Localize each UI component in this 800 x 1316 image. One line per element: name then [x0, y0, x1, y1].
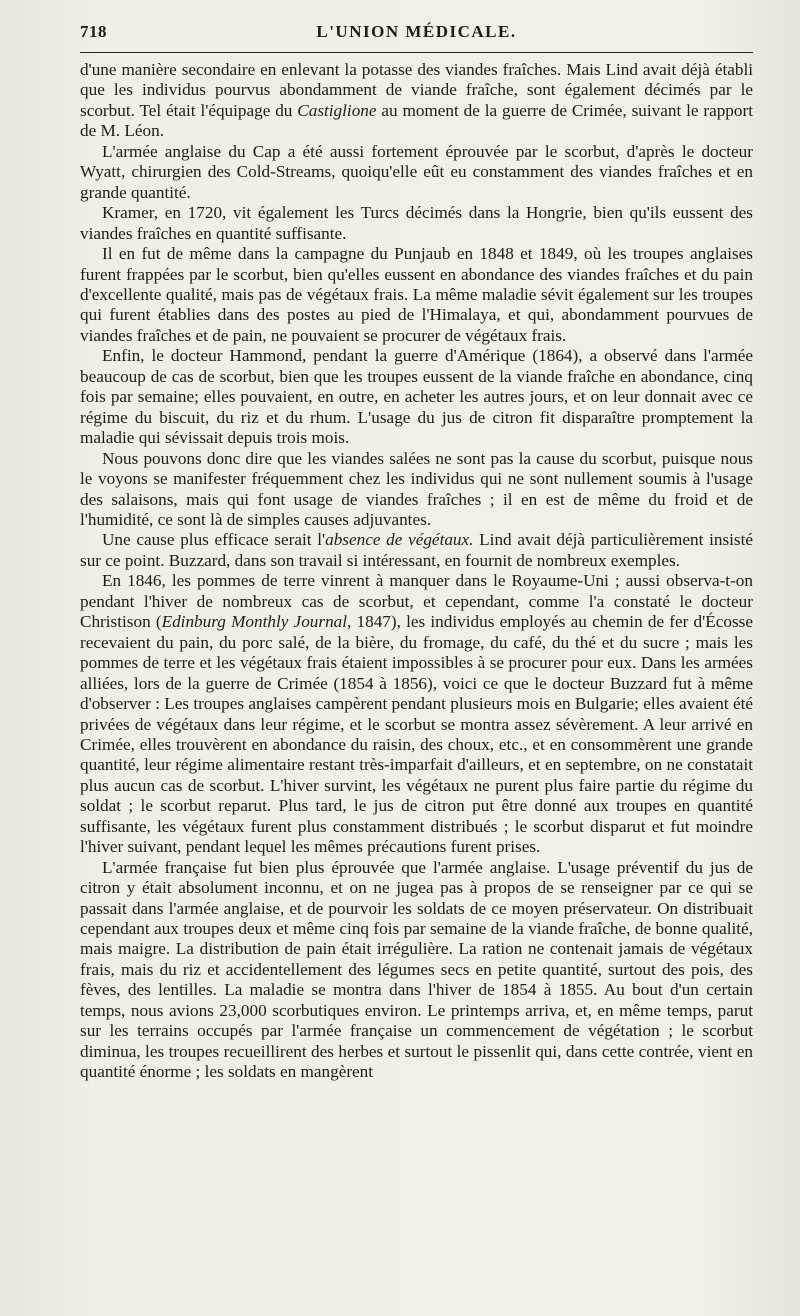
paragraph: [80, 858, 753, 1083]
paragraph: [80, 60, 753, 142]
text-run: En 1846, les pommes de terre vinrent à manquer dans le Royaume-Uni ; aussi observa-t-on pendant l'hiver de nombreux cas de scorbut, et cependant, comme l'a constaté le docteur Christison (: [80, 571, 753, 632]
header-rule: [80, 52, 753, 53]
running-head-title: L'UNION MÉDICALE.: [316, 22, 517, 41]
body-text: [80, 60, 753, 1083]
paragraph: [80, 530, 753, 571]
paragraph: [80, 142, 753, 203]
paragraph: [80, 346, 753, 448]
paragraph: [80, 449, 753, 531]
text-run: L'armée française fut bien plus éprouvée que l'armée anglaise. L'usage préventif du jus de citron y était absolument inconnu, et on ne jugea pas à propos de se renseigner par ce qui se passait dans l'armée anglaise, et de pourvoir les soldats de ce moyen préservateur. On distribuait cependant aux troupes deux et même cinq fois par semaine de la viande fraîche, de bonne qualité, mais maigre. La distribution de pain était irrégulière. La ration ne contenait jamais de végétaux frais, mais du riz et accidentellement des légumes secs en petite quantité, surtout des pois, des fèves, des lentilles. La maladie se montra dans l'hiver de 1854 à 1855. Au bout d'un certain temps, nous avions 23,000 scorbutiques environ. Le printemps arriva, et, en même temps, parut sur les terrains occupés par l'armée française un commencement de végétation ; le scorbut diminua, les troupes recueillirent des herbes et surtout le pissenlit qui, dans cette contrée, vient en quantité énorme ; les soldats en mangèrent: [80, 857, 753, 1082]
text-run: au moment de la guerre de Crimée, suivant le rapport de M. Léon.: [80, 100, 753, 141]
text-run: Une cause plus efficace serait l': [102, 530, 326, 550]
text-run: L'armée anglaise du Cap a été aussi fortement éprouvée par le scorbut, d'après le docteur Wyatt, chirurgien des Cold-Streams, quoiqu'elle eût eu constamment des viandes fraîches et en grande quantité.: [80, 141, 753, 202]
paragraph: [80, 571, 753, 857]
paragraph: [80, 203, 753, 244]
page-number: 718: [80, 22, 107, 41]
page-header: [80, 20, 753, 50]
italic-text: Edinburg Monthly Journal,: [161, 612, 352, 632]
italic-text: absence de végétaux.: [325, 530, 474, 550]
text-run: d'une manière secondaire en enlevant la potasse des viandes fraîches. Mais Lind avait déjà établi que les individus pourvus abondamment de viande fraîche, sont également décimés par le scorbut. Tel était l'équipage du: [80, 60, 753, 120]
text-run: Kramer, en 1720, vit également les Turcs décimés dans la Hongrie, bien qu'ils eussent des viandes fraîches en quantité suffisante.: [80, 203, 753, 243]
text-run: Nous pouvons donc dire que les viandes salées ne sont pas la cause du scorbut, puisque nous le voyons se manifester fréquemment chez les individus qui ne sont nullement soumis à l'usage des salaisons, mais qui font usage de viandes fraîches ; il en est de même du froid et de l'humidité, ce sont là de simples causes adjuvantes.: [80, 448, 753, 529]
italic-text: Castiglione: [297, 100, 377, 120]
text-run: Lind avait déjà particulièrement insisté sur ce point. Buzzard, dans son travail si intéressant, en fournit de nombreux exemples.: [80, 530, 753, 570]
paragraph: [80, 244, 753, 346]
text-run: 1847), les individus employés au chemin de fer d'Écosse recevaient du pain, du porc salé, de la bière, du fromage, du café, du thé et du sucre ; mais les pommes de terre et les végétaux frais étaient impossibles à se procurer pour eux. Dans les armées alliées, lors de la guerre de Crimée (1854 à 1856), voici ce que le docteur Buzzard fut à même d'observer : Les troupes anglaises campèrent pendant plusieurs mois en Bulgarie; elles avaient été privées de végétaux dans leur régime, et le scorbut se montra assez sévèrement. A leur arrivé en Crimée, elles trouvèrent en abondance du raisin, des choux, etc., et en consommèrent une grande quantité, leur régime alimentaire restant très-imparfait d'ailleurs, et en septembre, on ne constatait plus aucun cas de scorbut. L'hiver survint, les végétaux ne purent plus faire partie du régime du soldat ; le scorbut reparut. Plus tard, le jus de citron put être donné aux troupes en quantité suffisante, les végétaux furent plus constamment distribués ; le scorbut disparut et fut moindre l'hiver suivant, pendant lequel les mêmes précautions furent prises.: [80, 612, 753, 857]
text-run: Enfin, le docteur Hammond, pendant la guerre d'Amérique (1864), a observé dans l'armée beaucoup de cas de scorbut, bien que les troupes eussent de la viande fraîche en abondance, cinq fois par semaine; elles pouvaient, en outre, en acheter les autres jours, et on leur donnait avec ce régime du biscuit, du riz et du rhum. L'usage du jus de citron fit disparaître promptement la maladie qui sévissait depuis trois mois.: [80, 346, 753, 448]
text-run: Il en fut de même dans la campagne du Punjaub en 1848 et 1849, où les troupes anglaises furent frappées par le scorbut, bien qu'elles eussent en abondance des viandes fraîches et du pain d'excellente qualité, mais pas de végétaux frais. La même maladie sévit également sur les troupes qui furent établies dans des postes au pied de l'Himalaya, et qui, abondamment pourvues de viandes fraîches et de pain, ne pouvaient se procurer de végétaux frais.: [80, 244, 753, 345]
